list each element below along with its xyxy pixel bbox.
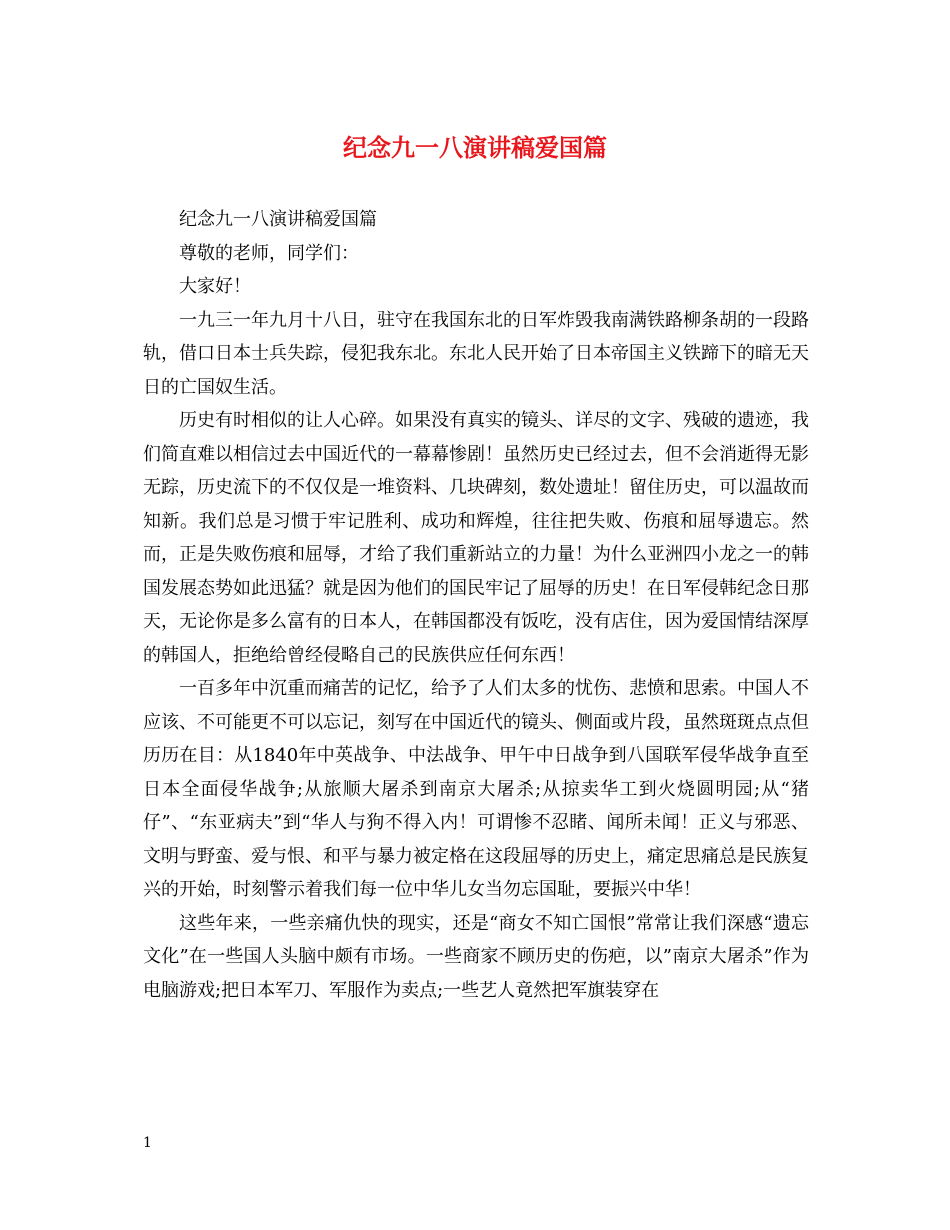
body-paragraph: 这些年来，一些亲痛仇快的现实，还是“商女不知亡国恨”常常让我们深感“遗忘文化”在一些国人头脑中颇有市场。一些商家不顾历史的伤疤，以”南京大屠杀”作为电脑游戏;把日本军刀、军服作为卖点;一些艺人竟然把军旗装穿在 xyxy=(143,912,809,1001)
body-paragraph: 尊敬的老师，同学们： xyxy=(179,242,359,264)
document-body xyxy=(143,203,809,1007)
body-paragraph: 纪念九一八演讲稿爱国篇 xyxy=(179,209,377,230)
body-paragraph: 大家好！ xyxy=(179,276,251,297)
body-paragraph: 一百多年中沉重而痛苦的记忆，给予了人们太多的忧伤、悲愤和思索。中国人不应该、不可能更不可以忘记，刻写在中国近代的镜头、侧面或片段，虽然斑斑点点但历历在目：从1840年中英战争、中法战争、甲午中日战争到八国联军侵华战争直至日本全面侵华战争;从旅顺大屠杀到南京大屠杀;从掠卖华工到火烧圆明园;从“猪仔”、“东亚病夫”到“华人与狗不得入内！可谓惨不忍睹、闻所未闻！正义与邪恶、文明与野蛮、爱与恨、和平与暴力被定格在这段屈辱的历史上，痛定思痛总是民族复兴的开始，时刻警示着我们每一位中华儿女当勿忘国耻，要振兴中华！ xyxy=(143,678,809,900)
body-paragraph: 一九三一年九月十八日，驻守在我国东北的日军炸毁我南满铁路柳条胡的一段路轨，借口日本士兵失踪，侵犯我东北。东北人民开始了日本帝国主义铁蹄下的暗无天日的亡国奴生活。 xyxy=(143,309,809,398)
body-paragraph: 历史有时相似的让人心碎。如果没有真实的镜头、详尽的文字、残破的遗迹，我们简直难以相信过去中国近代的一幕幕惨剧！虽然历史已经过去，但不会消逝得无影无踪，历史流下的不仅仅是一堆资料、几块碑刻，数处遗址！留住历史，可以温故而知新。我们总是习惯于牢记胜利、成功和辉煌，往往把失败、伤痕和屈辱遗忘。然而，正是失败伤痕和屈辱，才给了我们重新站立的力量！为什么亚洲四小龙之一的韩国发展态势如此迅猛？就是因为他们的国民牢记了屈辱的历史！在日军侵韩纪念日那天，无论你是多么富有的日本人，在韩国都没有饭吃，没有店住，因为爱国情结深厚的韩国人，拒绝给曾经侵略自己的民族供应任何东西！ xyxy=(143,410,809,666)
page-number: 1 xyxy=(143,1135,152,1151)
document-title: 纪念九一八演讲稿爱国篇 xyxy=(343,133,607,162)
